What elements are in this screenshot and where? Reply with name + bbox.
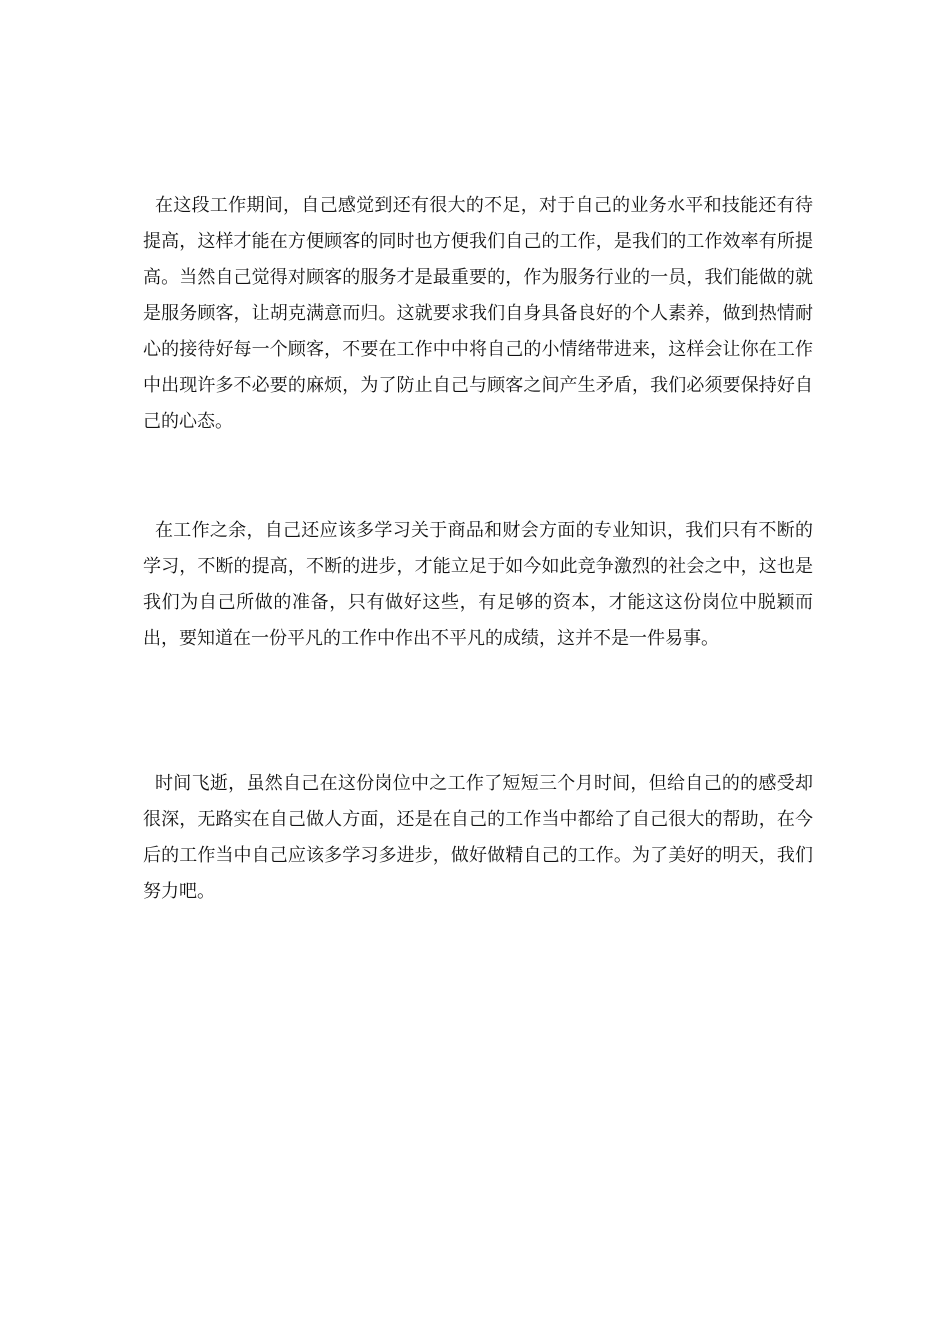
paragraph-study-knowledge: 在工作之余，自己还应该多学习关于商品和财会方面的专业知识，我们只有不断的学习，不断的提高，不断的进步，才能立足于如今如此竞争激烈的社会之中，这也是我们为自己所做的准备，只有做好这些，有足够的资本，才能这这份岗位中脱颖而出，要知道在一份平凡的工作中作出不平凡的成绩，这并不是一件易事。 [143,520,813,649]
paragraph-work-shortcomings: 在这段工作期间，自己感觉到还有很大的不足，对于自己的业务水平和技能还有待提高，这样才能在方便顾客的同时也方便我们自己的工作，是我们的工作效率有所提高。当然自己觉得对顾客的服务才是最重要的，作为服务行业的一员，我们能做的就是服务顾客，让胡克满意而归。这就要求我们自身具备良好的个人素养，做到热情耐心的接待好每一个顾客，不要在工作中中将自己的小情绪带进来，这样会让你在工作中出现许多不必要的麻烦，为了防止自己与顾客之间产生矛盾，我们必须要保持好自己的心态。 [143,195,813,432]
paragraph-conclusion: 时间飞逝，虽然自己在这份岗位中之工作了短短三个月时间，但给自己的的感受却很深，无路实在自己做人方面，还是在自己的工作当中都给了自己很大的帮助，在今后的工作当中自己应该多学习多进步，做好做精自己的工作。为了美好的明天，我们努力吧。 [143,773,813,902]
